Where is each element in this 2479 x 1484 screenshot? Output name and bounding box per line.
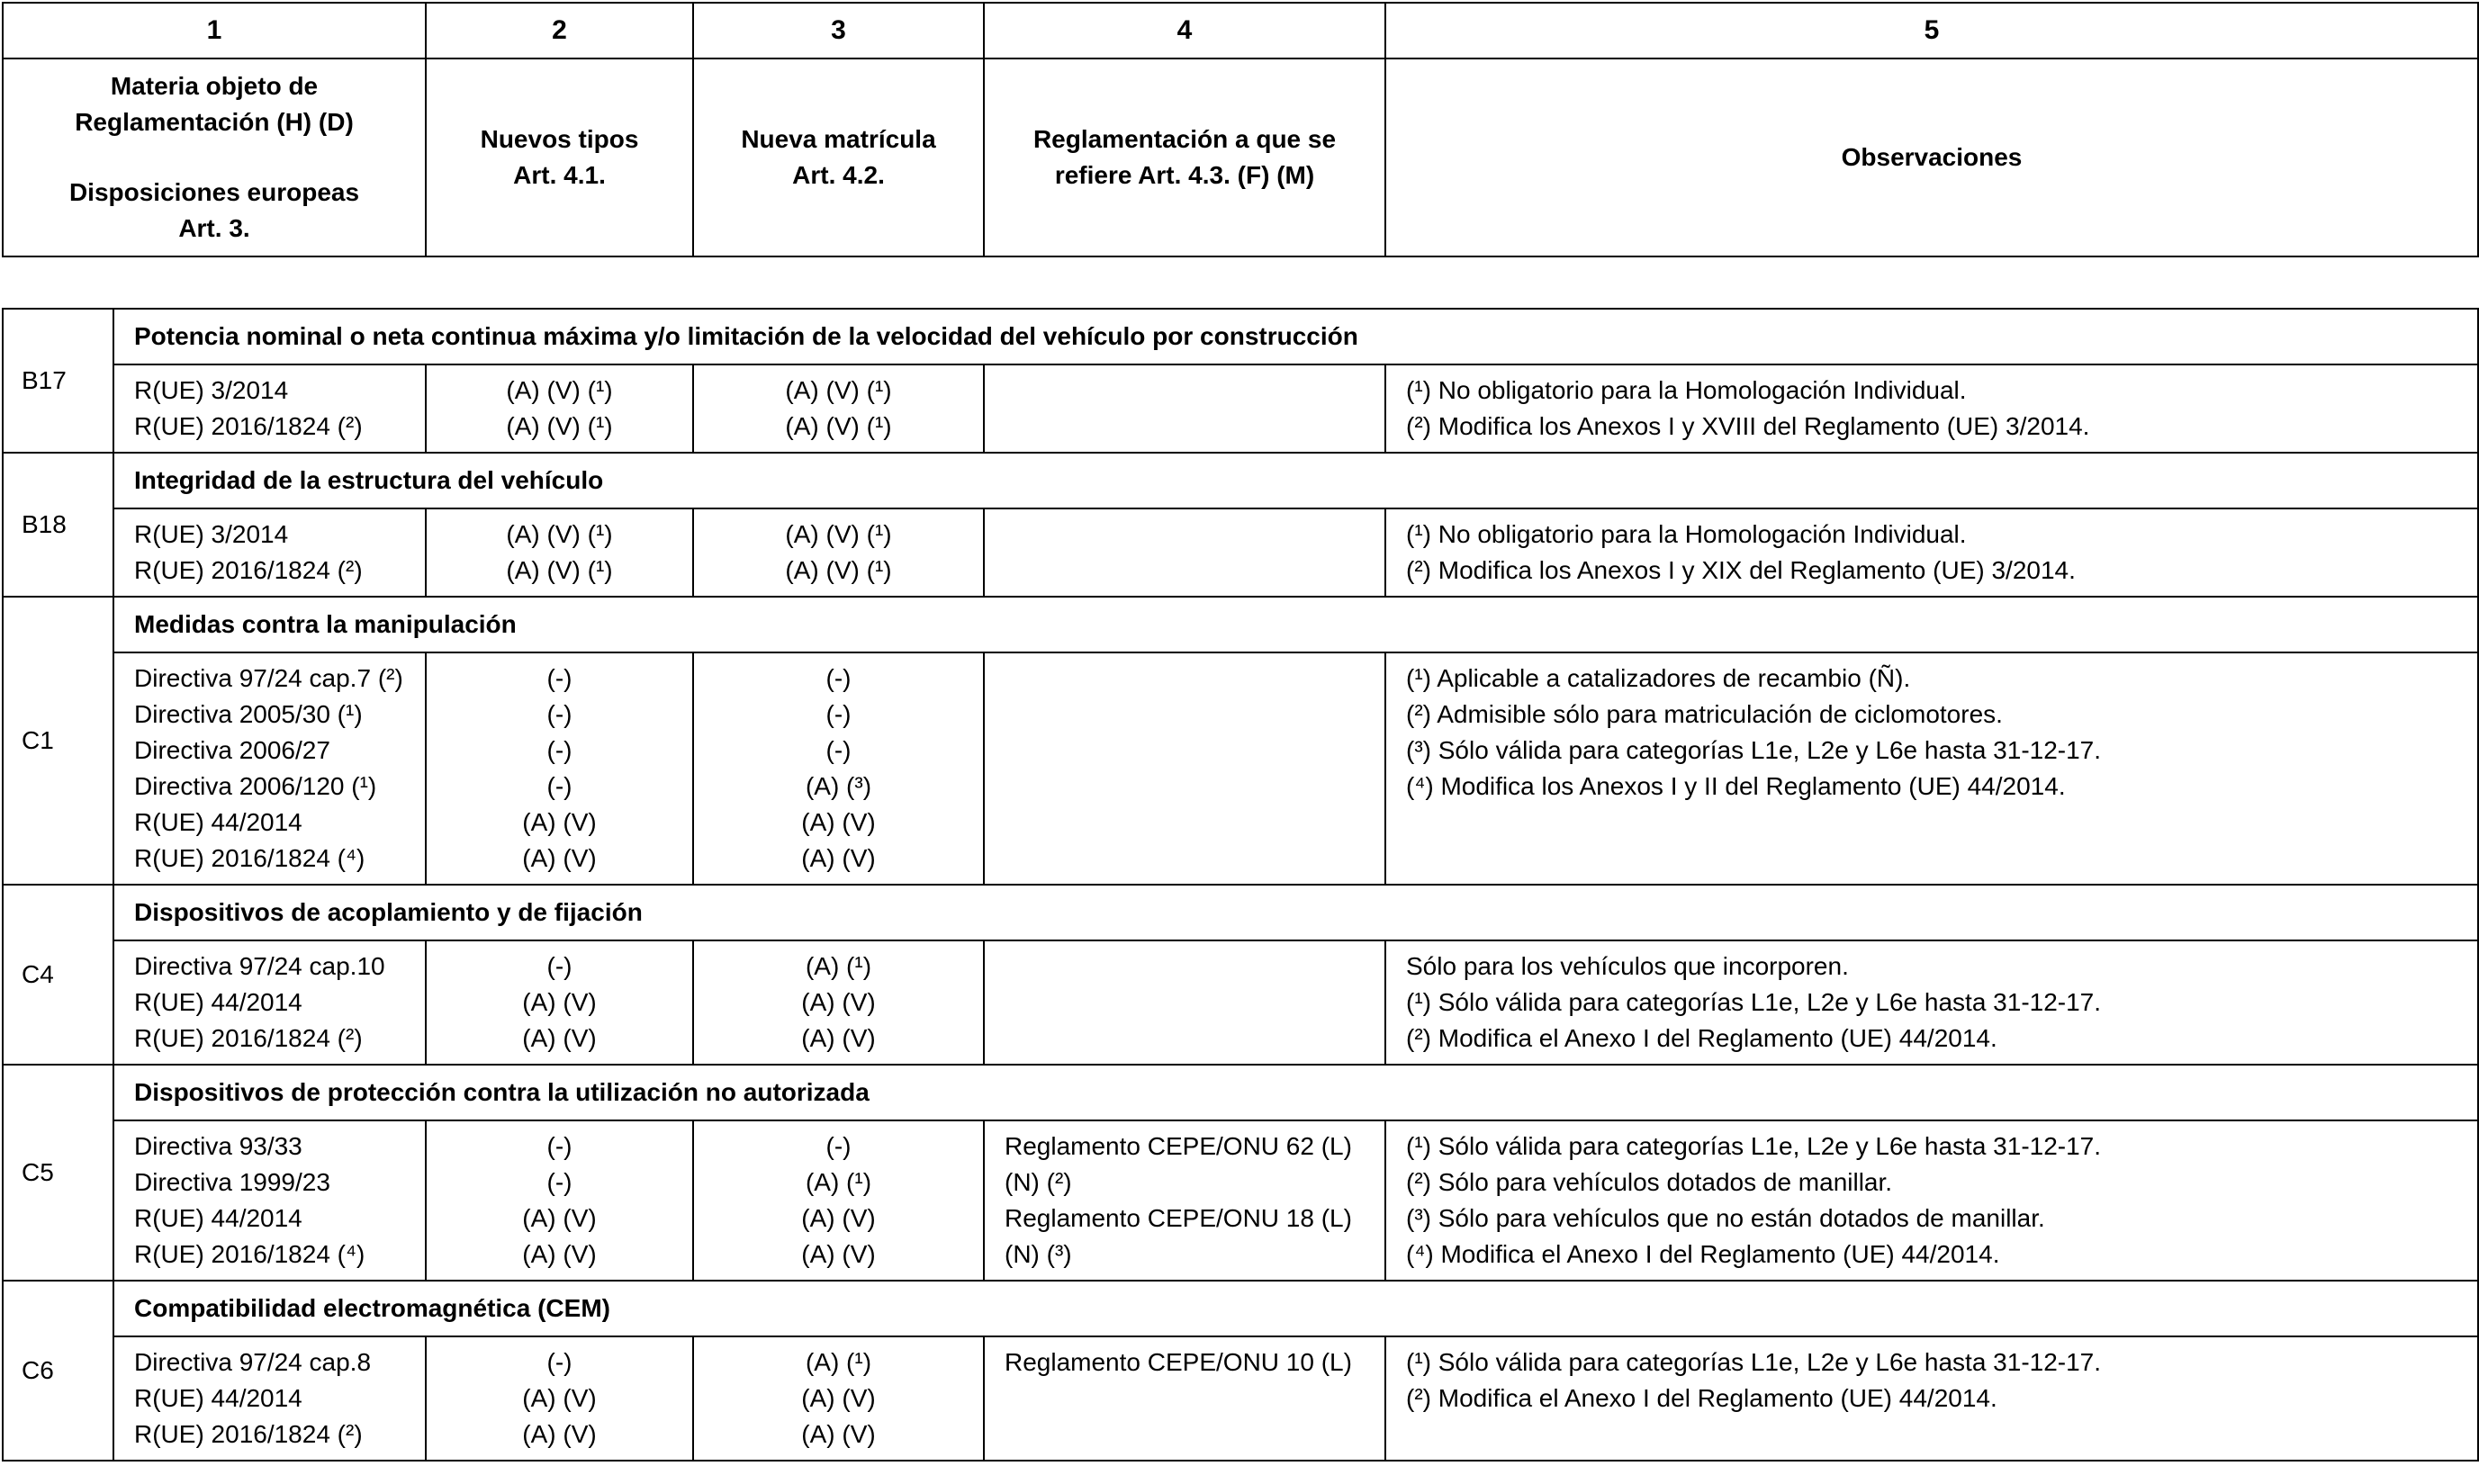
nueva-matricula-value: (A) (V) — [801, 1420, 876, 1448]
section-subject: Medidas contra la manipulación — [113, 597, 2478, 652]
nueva-matricula-value: (A) (V) — [801, 1240, 876, 1268]
header-text: Reglamentación a que se — [1032, 125, 1337, 153]
nuevos-tipos-value: (A) (V) — [522, 1204, 597, 1232]
table-row — [3, 508, 2478, 597]
disposicion-line: R(UE) 2016/1824 (²) — [134, 1420, 363, 1448]
nuevos-tipos-value: (-) — [546, 772, 572, 800]
section-subject: Dispositivos de protección contra la utilización no autorizada — [113, 1065, 2478, 1120]
header-text: Art. 4.2. — [792, 161, 885, 189]
nuevos-tipos-value: (A) (V) — [522, 1420, 597, 1448]
disposiciones-cell — [113, 508, 426, 597]
column-number-row — [3, 3, 2478, 58]
nueva-matricula-value: (A) (V) — [801, 1384, 876, 1412]
disposiciones-cell — [113, 940, 426, 1065]
section-header-row — [3, 453, 2478, 508]
observacion-line: (³) Sólo para vehículos que no están dotados de manillar. — [1406, 1204, 2045, 1232]
disposiciones-cell — [113, 652, 426, 885]
section-header-row — [3, 1065, 2478, 1120]
section-code: C1 — [3, 597, 113, 885]
nueva-matricula-value: (A) (V) — [801, 988, 876, 1016]
nuevos-tipos-value: (-) — [546, 1348, 572, 1376]
nuevos-tipos-cell — [426, 1120, 693, 1281]
nueva-matricula-value: (A) (V) — [801, 1024, 876, 1052]
disposicion-line: Directiva 97/24 cap.7 (²) — [134, 664, 403, 692]
observaciones-cell — [1385, 940, 2478, 1065]
nueva-matricula-value: (A) (¹) — [805, 952, 872, 980]
observaciones-cell — [1385, 364, 2478, 453]
disposicion-line: Directiva 2006/27 — [134, 736, 330, 764]
nueva-matricula-cell — [693, 1120, 984, 1281]
reglamentacion-line: Reglamento CEPE/ONU 10 (L) — [1005, 1348, 1352, 1376]
disposicion-line: Directiva 97/24 cap.10 — [134, 952, 385, 980]
disposicion-line: R(UE) 2016/1824 (⁴) — [134, 1240, 365, 1268]
section-code: C5 — [3, 1065, 113, 1281]
observacion-line: (²) Modifica los Anexos I y XVIII del Reglamento (UE) 3/2014. — [1406, 412, 2090, 440]
nuevos-tipos-value: (A) (V) (¹) — [506, 556, 613, 584]
nueva-matricula-cell — [693, 1336, 984, 1461]
section-subject: Integridad de la estructura del vehículo — [113, 453, 2478, 508]
nueva-matricula-value: (-) — [825, 700, 852, 728]
nueva-matricula-value: (A) (V) (¹) — [785, 412, 892, 440]
disposicion-line: R(UE) 44/2014 — [134, 988, 302, 1016]
observacion-line: (⁴) Modifica el Anexo I del Reglamento (UE) 44/2014. — [1406, 1240, 2000, 1268]
column-header-nueva-matricula — [693, 58, 984, 256]
section-header-row — [3, 597, 2478, 652]
reglamentacion-line: Reglamento CEPE/ONU 62 (L) (N) (²) — [1005, 1132, 1352, 1196]
reglamentacion-cell — [984, 1336, 1385, 1461]
header-text: Reglamentación (H) (D) — [75, 108, 354, 136]
observacion-line: (¹) Sólo válida para categorías L1e, L2e y L6e hasta 31-12-17. — [1406, 1132, 2102, 1160]
header-table — [2, 2, 2479, 257]
nueva-matricula-cell — [693, 508, 984, 597]
section-code: C4 — [3, 885, 113, 1065]
nueva-matricula-value: (-) — [825, 664, 852, 692]
nueva-matricula-value: (A) (V) — [801, 844, 876, 872]
reglamentacion-cell — [984, 652, 1385, 885]
header-text: Nueva matrícula — [741, 125, 936, 153]
nuevos-tipos-value: (-) — [546, 952, 572, 980]
disposicion-line: R(UE) 2016/1824 (⁴) — [134, 844, 365, 872]
nueva-matricula-cell — [693, 940, 984, 1065]
nuevos-tipos-value: (A) (V) (¹) — [506, 412, 613, 440]
nuevos-tipos-cell — [426, 940, 693, 1065]
column-label-row — [3, 58, 2478, 256]
nueva-matricula-value: (A) (V) — [801, 1204, 876, 1232]
column-number: 2 — [426, 3, 693, 58]
nueva-matricula-value: (A) (V) (¹) — [785, 376, 892, 404]
regulation-table — [2, 308, 2479, 1462]
nuevos-tipos-value: (A) (V) (¹) — [506, 376, 613, 404]
nueva-matricula-value: (-) — [825, 1132, 852, 1160]
nuevos-tipos-cell — [426, 508, 693, 597]
disposicion-line: Directiva 1999/23 — [134, 1168, 330, 1196]
disposicion-line: R(UE) 44/2014 — [134, 808, 302, 836]
section-header-row — [3, 885, 2478, 940]
section-code: C6 — [3, 1281, 113, 1461]
nuevos-tipos-value: (A) (V) — [522, 988, 597, 1016]
nuevos-tipos-value: (A) (V) — [522, 1024, 597, 1052]
observaciones-cell — [1385, 652, 2478, 885]
table-row — [3, 1120, 2478, 1281]
disposicion-line: R(UE) 44/2014 — [134, 1384, 302, 1412]
nueva-matricula-value: (A) (V) (¹) — [785, 520, 892, 548]
header-text: Art. 3. — [178, 214, 250, 242]
reglamentacion-cell — [984, 940, 1385, 1065]
observacion-line: (³) Sólo válida para categorías L1e, L2e y L6e hasta 31-12-17. — [1406, 736, 2102, 764]
observacion-line: (¹) Sólo válida para categorías L1e, L2e y L6e hasta 31-12-17. — [1406, 988, 2102, 1016]
observacion-line: (¹) Aplicable a catalizadores de recambio (Ñ). — [1406, 664, 1911, 692]
section-code: B18 — [3, 453, 113, 597]
nueva-matricula-value: (-) — [825, 736, 852, 764]
nueva-matricula-cell — [693, 364, 984, 453]
nueva-matricula-cell — [693, 652, 984, 885]
section-header-row — [3, 1281, 2478, 1336]
reglamentacion-line: Reglamento CEPE/ONU 18 (L) (N) (³) — [1005, 1204, 1352, 1268]
section-subject: Compatibilidad electromagnética (CEM) — [113, 1281, 2478, 1336]
table-row — [3, 364, 2478, 453]
observacion-line: (¹) No obligatorio para la Homologación Individual. — [1406, 520, 1967, 548]
section-header-row — [3, 309, 2478, 364]
observacion-line: (²) Admisible sólo para matriculación de ciclomotores. — [1406, 700, 2003, 728]
header-text: Nuevos tipos — [480, 125, 639, 153]
nuevos-tipos-value: (A) (V) — [522, 1240, 597, 1268]
reglamentacion-cell — [984, 508, 1385, 597]
nuevos-tipos-value: (-) — [546, 1132, 572, 1160]
nuevos-tipos-value: (-) — [546, 700, 572, 728]
observacion-line: (²) Modifica el Anexo I del Reglamento (UE) 44/2014. — [1406, 1024, 1997, 1052]
column-number: 5 — [1385, 3, 2478, 58]
nuevos-tipos-value: (A) (V) — [522, 844, 597, 872]
nuevos-tipos-value: (-) — [546, 736, 572, 764]
column-header-observaciones: Observaciones — [1385, 58, 2478, 256]
observacion-line: (⁴) Modifica los Anexos I y II del Reglamento (UE) 44/2014. — [1406, 772, 2066, 800]
column-number: 3 — [693, 3, 984, 58]
column-number: 4 — [984, 3, 1385, 58]
disposicion-line: R(UE) 44/2014 — [134, 1204, 302, 1232]
disposicion-line: R(UE) 2016/1824 (²) — [134, 1024, 363, 1052]
disposicion-line: R(UE) 3/2014 — [134, 520, 289, 548]
observacion-line: (²) Modifica los Anexos I y XIX del Reglamento (UE) 3/2014. — [1406, 556, 2076, 584]
section-code: B17 — [3, 309, 113, 453]
column-header-reglamentacion — [984, 58, 1385, 256]
header-text: Art. 4.1. — [513, 161, 606, 189]
nueva-matricula-value: (A) (¹) — [805, 1348, 872, 1376]
nueva-matricula-value: (A) (V) (¹) — [785, 556, 892, 584]
table-row — [3, 1336, 2478, 1461]
nueva-matricula-value: (A) (V) — [801, 808, 876, 836]
nuevos-tipos-cell — [426, 1336, 693, 1461]
table-row — [3, 652, 2478, 885]
nueva-matricula-value: (A) (¹) — [805, 1168, 872, 1196]
nueva-matricula-value: (A) (³) — [805, 772, 872, 800]
disposicion-line: Directiva 2005/30 (¹) — [134, 700, 363, 728]
observacion-line: (²) Modifica el Anexo I del Reglamento (UE) 44/2014. — [1406, 1384, 1997, 1412]
nuevos-tipos-value: (A) (V) — [522, 808, 597, 836]
column-header-materia — [3, 58, 426, 256]
disposiciones-cell — [113, 1336, 426, 1461]
observaciones-cell — [1385, 1120, 2478, 1281]
table-row — [3, 940, 2478, 1065]
nuevos-tipos-cell — [426, 652, 693, 885]
nuevos-tipos-cell — [426, 364, 693, 453]
disposicion-line: R(UE) 3/2014 — [134, 376, 289, 404]
observacion-line: (²) Sólo para vehículos dotados de manillar. — [1406, 1168, 1893, 1196]
nuevos-tipos-value: (-) — [546, 664, 572, 692]
reglamentacion-cell — [984, 1120, 1385, 1281]
reglamentacion-cell — [984, 364, 1385, 453]
observacion-line: (¹) No obligatorio para la Homologación Individual. — [1406, 376, 1967, 404]
section-subject: Dispositivos de acoplamiento y de fijación — [113, 885, 2478, 940]
observacion-line: Sólo para los vehículos que incorporen. — [1406, 952, 1849, 980]
disposicion-line: R(UE) 2016/1824 (²) — [134, 412, 363, 440]
header-text: refiere Art. 4.3. (F) (M) — [1054, 161, 1315, 189]
disposicion-line: R(UE) 2016/1824 (²) — [134, 556, 363, 584]
disposicion-line: Directiva 97/24 cap.8 — [134, 1348, 372, 1376]
disposicion-line: Directiva 2006/120 (¹) — [134, 772, 377, 800]
section-subject: Potencia nominal o neta continua máxima y/o limitación de la velocidad del vehículo por construcción — [113, 309, 2478, 364]
header-text: Disposiciones europeas — [68, 178, 360, 206]
disposiciones-cell — [113, 1120, 426, 1281]
column-number: 1 — [3, 3, 426, 58]
disposicion-line: Directiva 93/33 — [134, 1132, 302, 1160]
column-header-nuevos-tipos — [426, 58, 693, 256]
nuevos-tipos-value: (-) — [546, 1168, 572, 1196]
observacion-line: (¹) Sólo válida para categorías L1e, L2e y L6e hasta 31-12-17. — [1406, 1348, 2102, 1376]
observaciones-cell — [1385, 1336, 2478, 1461]
header-text: Materia objeto de — [110, 72, 319, 100]
disposiciones-cell — [113, 364, 426, 453]
nuevos-tipos-value: (A) (V) (¹) — [506, 520, 613, 548]
observaciones-cell — [1385, 508, 2478, 597]
nuevos-tipos-value: (A) (V) — [522, 1384, 597, 1412]
